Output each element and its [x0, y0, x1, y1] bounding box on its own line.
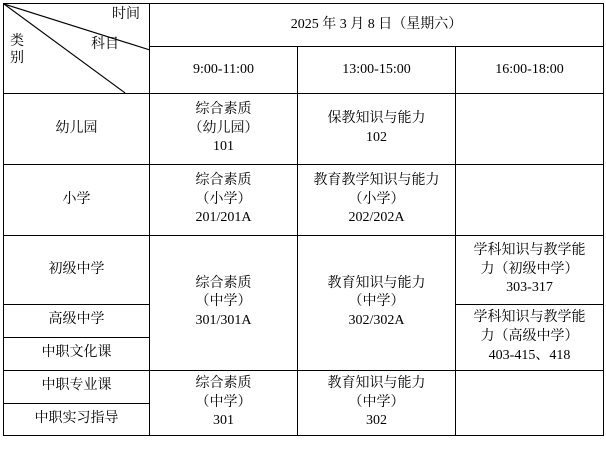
corner-time-label: 时间 [112, 7, 140, 22]
table-row [4, 370, 604, 403]
table-row [4, 165, 604, 236]
subject-line: 保教知识与能力 [327, 111, 426, 127]
category-cell-vocational-internship: 中职实习指导 [4, 403, 150, 436]
subject-code: 302/302A [348, 313, 405, 329]
corner-category-label-line2: 别 [10, 50, 24, 66]
subject-cell-primary-slot3-empty [456, 165, 604, 236]
category-cell-senior-high: 高级中学 [4, 305, 150, 338]
subject-cell-vocational-slot1 [150, 370, 298, 436]
subject-line: （中学） [195, 294, 252, 310]
subject-line: 综合素质 [195, 275, 252, 291]
subject-cell-vocational-slot2 [298, 370, 456, 436]
subject-cell-secondary-slot2 [298, 236, 456, 371]
table-row [4, 236, 604, 305]
subject-line: （小学） [348, 191, 405, 207]
subject-line: 教育知识与能力 [327, 275, 426, 291]
category-cell-primary: 小学 [4, 165, 150, 236]
time-slot-header-1: 9:00-11:00 [150, 47, 298, 94]
subject-cell-kindergarten-slot2 [298, 94, 456, 165]
category-cell-junior-high: 初级中学 [4, 236, 150, 305]
exam-schedule-sheet [0, 3, 606, 466]
subject-cell-vocational-slot3-empty [456, 370, 604, 436]
time-slot-header-3: 16:00-18:00 [456, 47, 604, 94]
subject-line: 学科知识与教学能 [473, 242, 586, 258]
category-cell-kindergarten: 幼儿园 [4, 94, 150, 165]
subject-code: 101 [213, 139, 234, 155]
table-header-row-date [4, 4, 604, 47]
subject-cell-primary-slot2 [298, 165, 456, 236]
subject-line: 教育知识与能力 [327, 375, 426, 391]
exam-date-header: 2025 年 3 月 8 日（星期六） [150, 4, 604, 47]
subject-cell-primary-slot1 [150, 165, 298, 236]
subject-code: 403-415、418 [488, 347, 571, 363]
subject-code: 301/301A [195, 313, 252, 329]
subject-line: （中学） [348, 394, 405, 410]
exam-schedule-table [3, 3, 604, 436]
subject-code: 302 [366, 413, 387, 429]
corner-category-label-line1: 类 [10, 34, 24, 49]
time-slot-header-2: 13:00-15:00 [298, 47, 456, 94]
subject-line: 综合素质 [195, 101, 252, 117]
subject-line: 综合素质 [195, 172, 252, 188]
subject-line: 教育教学知识与能力 [313, 172, 440, 188]
subject-cell-kindergarten-slot1 [150, 94, 298, 165]
subject-line: （幼儿园） [188, 120, 259, 136]
subject-code: 102 [366, 130, 387, 145]
subject-line: 力（高级中学） [480, 328, 579, 344]
subject-code: 201/201A [195, 210, 252, 226]
subject-code: 202/202A [348, 210, 405, 226]
table-row [4, 94, 604, 165]
subject-line: （小学） [195, 191, 252, 207]
subject-code: 303-317 [506, 280, 553, 296]
subject-line: 学科知识与教学能 [473, 310, 586, 325]
subject-line: （中学） [348, 294, 405, 310]
corner-subject-label: 科目 [91, 37, 119, 52]
subject-cell-junior-high-slot3 [456, 236, 604, 305]
category-cell-vocational-major: 中职专业课 [4, 370, 150, 403]
corner-header-cell [4, 4, 150, 94]
subject-cell-secondary-slot1 [150, 236, 298, 371]
corner-category-label [10, 34, 26, 68]
subject-code: 301 [213, 413, 234, 429]
subject-cell-senior-high-slot3 [456, 305, 604, 371]
category-cell-vocational-general: 中职文化课 [4, 337, 150, 370]
subject-line: 力（初级中学） [480, 261, 579, 277]
subject-line: （中学） [195, 394, 252, 410]
subject-line: 综合素质 [195, 375, 252, 391]
subject-cell-kindergarten-slot3-empty [456, 94, 604, 165]
